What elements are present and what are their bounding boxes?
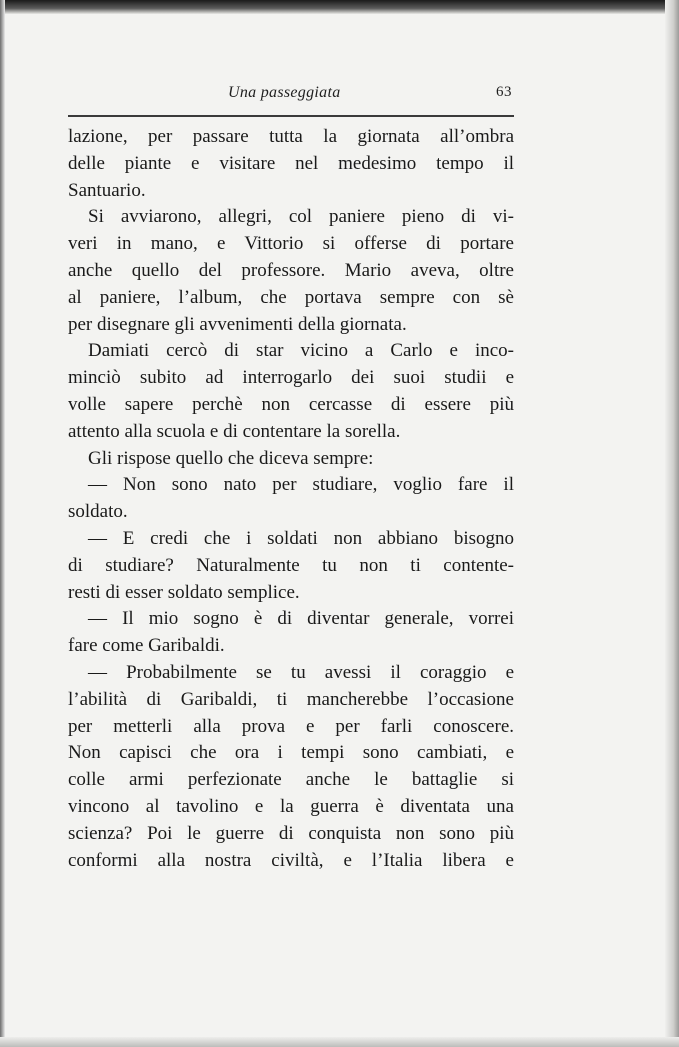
text-line: Santuario. (68, 179, 146, 201)
text-line: — Probabilmente se tu avessi il coraggio e (88, 661, 514, 683)
text-line: al paniere, l’album, che portava sempre con sè (68, 286, 514, 308)
text-line: per metterli alla prova e per farli conoscere. (68, 715, 514, 737)
text-line: Non capisci che ora i tempi sono cambiati, e (68, 742, 514, 764)
text-line: Gli rispose quello che diceva sempre: (88, 447, 374, 469)
text-line: scienza? Poi le guerre di conquista non sono più (68, 822, 514, 844)
scan-right-shadow (665, 0, 679, 1047)
text-line: Si avviarono, allegri, col paniere pieno di vi- (88, 206, 514, 228)
text-line: Damiati cercò di star vicino a Carlo e inco- (88, 340, 514, 362)
text-line: delle piante e visitare nel medesimo tempo il (68, 152, 514, 174)
text-line: — Il mio sogno è di diventar generale, vorrei (88, 608, 514, 630)
text-line: vincono al tavolino e la guerra è diventata una (68, 795, 514, 817)
text-line: per disegnare gli avvenimenti della giornata. (68, 313, 407, 335)
text-line: veri in mano, e Vittorio si offerse di portare (68, 233, 514, 255)
text-line: conformi alla nostra civiltà, e l’Italia libera e (68, 849, 514, 871)
scan-top-shadow (0, 0, 679, 14)
body-text (68, 124, 514, 874)
text-line: fare come Garibaldi. (68, 635, 225, 657)
page-number: 63 (496, 84, 512, 100)
running-title: Una passeggiata (228, 84, 341, 101)
text-line: l’abilità di Garibaldi, ti mancherebbe l’occasione (68, 688, 514, 710)
scan-bottom-shadow (0, 1037, 679, 1047)
text-line: anche quello del professore. Mario aveva, oltre (68, 259, 514, 281)
text-line: minciò subito ad interrogarlo dei suoi studii e (68, 367, 514, 389)
text-line: — E credi che i soldati non abbiano bisogno (88, 527, 514, 549)
text-line: colle armi perfezionate anche le battaglie si (68, 769, 514, 791)
text-line: resti di esser soldato semplice. (68, 581, 300, 603)
text-line: lazione, per passare tutta la giornata all’ombra (68, 126, 514, 147)
text-line: volle sapere perchè non cercasse di essere più (68, 393, 514, 415)
text-line: attento alla scuola e di contentare la sorella. (68, 420, 401, 442)
scan-left-shadow (0, 0, 5, 1047)
text-line: soldato. (68, 501, 128, 523)
text-line: — Non sono nato per studiare, voglio fare il (88, 474, 514, 496)
header-rule (68, 115, 514, 117)
running-head (68, 84, 514, 108)
text-line: di studiare? Naturalmente tu non ti contente- (68, 554, 514, 576)
